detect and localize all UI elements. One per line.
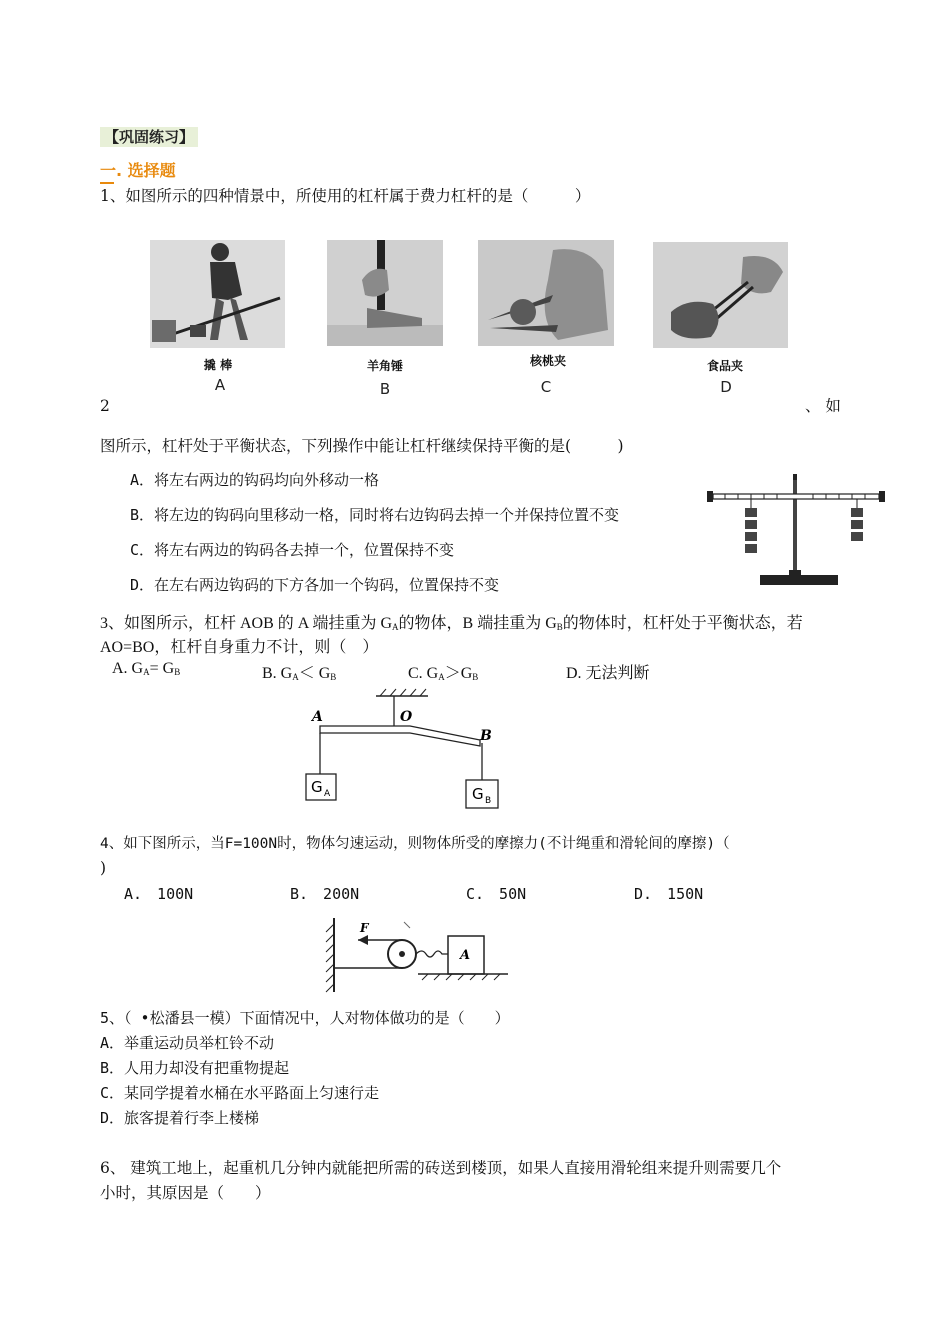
q3-stem-sub-a: A <box>392 622 399 632</box>
q3-option-c-sub2: B <box>472 672 479 682</box>
q1-image-c <box>478 240 614 346</box>
section-title-text: 一. 选择题 <box>100 161 176 180</box>
q3-option-c <box>408 660 478 683</box>
section-tag: 【巩固练习】 <box>100 127 198 147</box>
q3-stem-sub-b: B <box>556 622 563 632</box>
q1-letter-d: D <box>720 378 732 396</box>
q5-option-b: B．人用力却没有把重物提起 <box>100 1059 290 1077</box>
q2-number: 2 <box>100 397 110 415</box>
q3-label-o: O <box>400 709 413 725</box>
q1-stem: 1、如图所示的四种情景中，所使用的杠杆属于费力杠杆的是（ ） <box>100 187 591 205</box>
q3-option-c-sub1: A <box>438 672 445 682</box>
q3-stem-part-a: 3、如图所示，杠杆 AOB 的 A 端挂重为 G <box>100 615 393 632</box>
q3-option-a <box>112 660 180 678</box>
q3-option-b <box>262 660 336 683</box>
q3-stem-part-b: 的物体，B 端挂重为 G <box>398 615 557 632</box>
q6-stem-line2: 小时，其原因是（ ） <box>100 1184 271 1202</box>
q1-image-b <box>327 240 443 346</box>
q3-option-b-mid: ＜ G <box>298 665 331 682</box>
q1-letter-a: A <box>214 376 226 394</box>
q3-box-a-sub: A <box>324 789 331 799</box>
q3-box-b-sub: B <box>485 796 492 806</box>
q2-option-d: D．在左右两边钩码的下方各加一个钩码，位置保持不变 <box>130 576 500 594</box>
q3-box-a-label: G <box>311 778 323 796</box>
q4-option-d: D. 150N <box>634 885 704 903</box>
q3-option-a-sub2: B <box>174 667 181 677</box>
nutcracker-photo-icon <box>478 240 614 346</box>
q2-lever-balance-figure <box>705 472 887 592</box>
q5-option-d: D．旅客提着行李上楼梯 <box>100 1109 260 1127</box>
q3-stem-part-c: 的物体时，杠杆处于平衡状态，若 <box>562 615 803 632</box>
q5-option-c: C．某同学提着水桶在水平路面上匀速行走 <box>100 1084 380 1102</box>
q3-lever-aob-figure <box>300 688 510 810</box>
q1-caption-b: 羊角锤 <box>366 359 403 373</box>
q4-option-b: B. 200N <box>290 885 360 903</box>
q5-option-a: A．举重运动员举杠铃不动 <box>100 1034 275 1052</box>
q4-pulley-figure <box>318 914 514 994</box>
q4-force-label: F <box>360 921 369 935</box>
q3-option-a-sub1: A <box>143 667 150 677</box>
q3-label-b: B <box>480 728 492 744</box>
q1-caption-c: 核桃夹 <box>529 354 566 368</box>
q1-letter-b: B <box>379 380 391 398</box>
q3-option-a-mid: = G <box>149 660 175 677</box>
q3-option-d: D. 无法判断 <box>566 665 650 682</box>
claw-hammer-photo-icon <box>327 240 443 346</box>
q4-option-c: C. 50N <box>466 885 527 903</box>
q2-option-a: A．将左右两边的钩码均向外移动一格 <box>130 471 380 489</box>
q1-image-d <box>653 242 788 348</box>
q3-option-a-pre: A. G <box>112 660 144 677</box>
q2-option-c: C．将左右两边的钩码各去掉一个，位置保持不变 <box>130 541 455 559</box>
q3-option-b-sub1: A <box>292 672 299 682</box>
q3-stem-line2: AO=BO，杠杆自身重力不计，则（ ） <box>100 639 379 656</box>
q3-stem <box>100 610 803 633</box>
q2-stem: 图所示，杠杆处于平衡状态，下列操作中能让杠杆继续保持平衡的是( ) <box>100 437 624 455</box>
q4-stem-close: ) <box>100 859 107 877</box>
q3-option-b-pre: B. G <box>262 665 293 682</box>
q2-stem-tail: 、 如 <box>805 397 841 415</box>
q2-option-b: B．将左边的钩码向里移动一格，同时将右边钩码去掉一个并保持位置不变 <box>130 506 620 524</box>
q3-box-b-label: G <box>472 785 484 803</box>
q4-stem: 4、如下图所示，当F=100N时，物体匀速运动，则物体所受的摩擦力(不计绳重和滑轮间的摩擦)（ <box>100 836 730 852</box>
crowbar-photo-icon <box>150 240 285 348</box>
food-tongs-photo-icon <box>653 242 788 348</box>
q5-stem: 5、（ •松潘县一模）下面情况中，人对物体做功的是（ ） <box>100 1009 510 1027</box>
q1-letter-c: C <box>540 378 552 396</box>
q1-caption-d: 食品夹 <box>706 359 743 373</box>
q3-label-a: A <box>312 709 323 725</box>
q3-option-b-sub2: B <box>330 672 337 682</box>
q1-image-a <box>150 240 285 348</box>
section-title <box>100 160 176 182</box>
q1-caption-a: 撬 棒 <box>203 358 233 372</box>
q4-block-label: A <box>460 948 471 963</box>
section-title-underline <box>100 182 114 184</box>
q6-stem-line1: 6、 建筑工地上，起重机几分钟内就能把所需的砖送到楼顶，如果人直接用滑轮组来提升则需要几个 <box>100 1159 782 1177</box>
q4-option-a: A. 100N <box>124 885 194 903</box>
q3-option-c-mid: ＞G <box>444 665 473 682</box>
q3-option-c-pre: C. G <box>408 665 439 682</box>
